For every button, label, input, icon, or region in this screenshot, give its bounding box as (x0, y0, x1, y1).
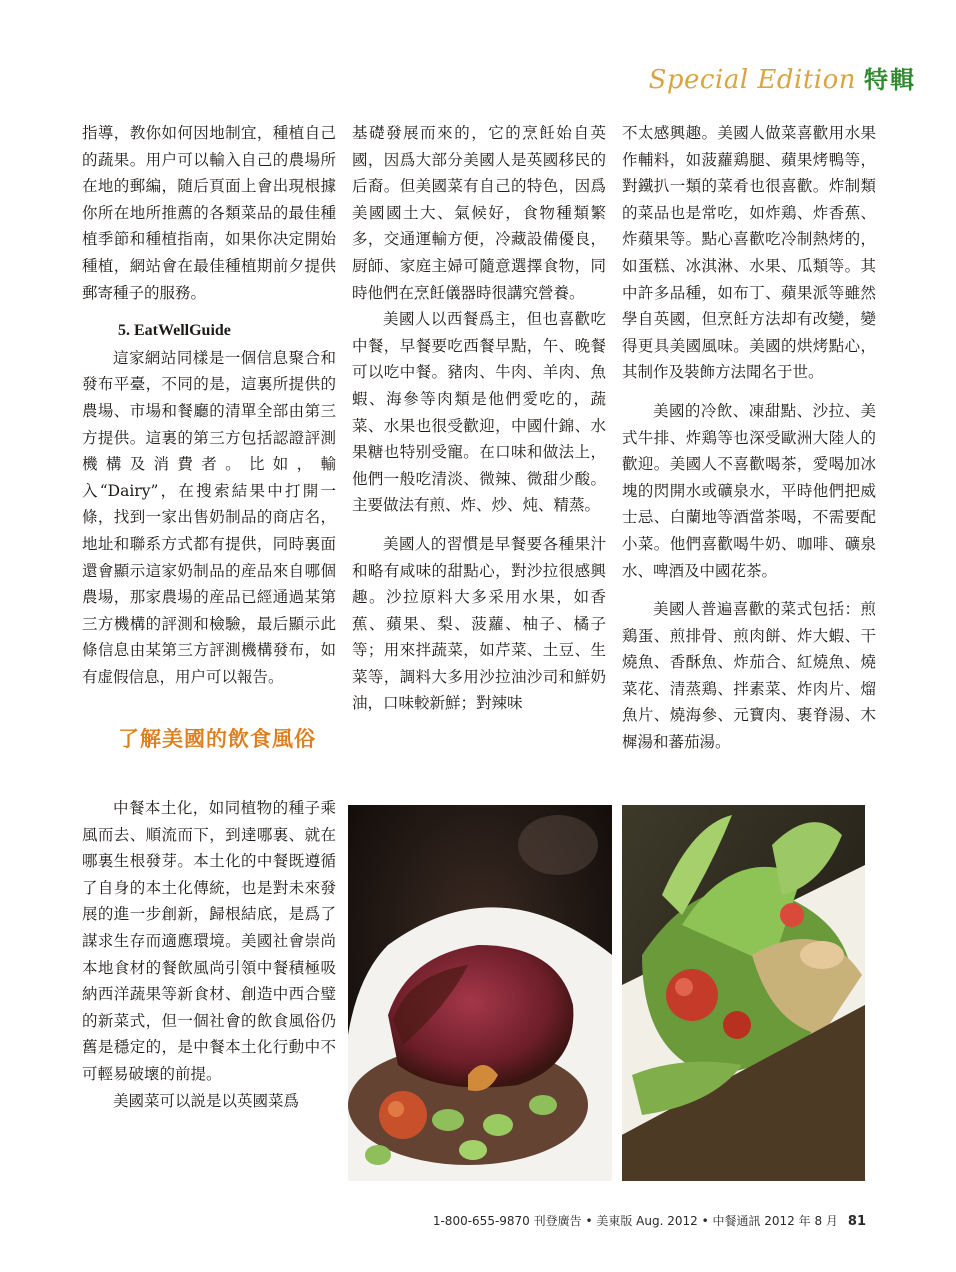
paragraph: 不太感興趣。美國人做菜喜歡用水果作輔料，如菠蘿鶏腿、蘋果烤鴨等，對鐵扒一類的菜肴也很喜歡。炸制類的菜品也是常吃，如炸鶏、炸香蕉、炸蘋果等。點心喜歡吃冷制熱烤的，如蛋糕、冰淇淋、水果、瓜類等。其中許多品種，如布丁、蘋果派等雖然學自英國，但烹飪方法却有改變，變得更具美國風味。美國的烘烤點心，其制作及裝飾方法聞名于世。 (622, 124, 876, 382)
paragraph: 美國人以西餐爲主，但也喜歡吃中餐，早餐要吃西餐早點，午、晚餐可以吃中餐。豬肉、牛肉、羊肉、魚蝦、海參等肉類是他們愛吃的，蔬菜、水果也很受歡迎，中國什錦、水果糖也特别受寵。在口味和做法上，他們一般吃清淡、微辣、微甜少酸。主要做法有煎、炸、炒、炖、精蒸。 (352, 310, 606, 515)
page-header (649, 60, 916, 100)
paragraph: 美國的冷飲、凍甜點、沙拉、美式牛排、炸鶏等也深受歐洲大陸人的歡迎。美國人不喜歡喝茶，愛喝加冰塊的閃開水或礦泉水，平時他們把威士忌、白蘭地等酒當茶喝，不需要配小菜。他們喜歡喝牛奶、咖啡、礦泉水、啤酒及中國花茶。 (622, 401, 876, 580)
section-heading: 了解美國的飲食風俗 (118, 727, 316, 752)
text-column-3 (622, 120, 876, 756)
paragraph: 指導，教你如何因地制宜，種植自己的蔬果。用户可以輸入自己的農場所在地的郵編，随后頁面上會出現根據你所在地所推薦的各類菜品的最佳種植季節和種植指南，如果你决定開始種植，網站會在最佳種植期前夕提供郵寄種子的服務。 (82, 124, 336, 302)
paragraph: 這家網站同樣是一個信息聚合和發布平臺，不同的是，這裏所提供的農場、市場和餐廳的清單全部由第三方提供。這裏的第三方包括認證評測機構及消費者。比如，輸入“Dairy”，在搜索結果中打開一條，找到一家出售奶制品的商店名，地址和聯系方式都有提供，同時裏面還會顯示這家奶制品的産品來自哪個農場，那家農場的産品已經通過某第三方機構的評測和檢驗，最后顯示此條信息由某第三方評測機構發布，如有虚假信息，用户可以報告。 (82, 348, 336, 686)
steak-dish-photo (348, 805, 612, 1181)
special-edition-title: Special Edition (648, 65, 856, 95)
special-edition-tag: 特輯 (864, 66, 916, 94)
sub-heading: 5. EatWellGuide (118, 322, 231, 340)
steak-dish-illustration (348, 805, 612, 1181)
page-footer (0, 1212, 866, 1229)
paragraph: 中餐本土化，如同植物的種子乘風而去、順流而下，到達哪裏、就在哪裏生根發芽。本土化的中餐既遵循了自身的本土化傳統，也是對未來發展的進一步創新，歸根結底，是爲了謀求生存而適應環境。美國社會崇尚本地食材的餐飲風尚引領中餐積極吸納西洋蔬果等新食材、創造中西合璧的新菜式，但一個社會的飲食風俗仍舊是穩定的，是中餐本土化行動中不可輕易破壞的前提。 (82, 799, 336, 1083)
text-column-2 (352, 120, 606, 717)
paragraph: 美國菜可以説是以英國菜爲 (113, 1091, 300, 1110)
page-number: 81 (847, 1214, 866, 1229)
paragraph: 基礎發展而來的，它的烹飪始自英國，因爲大部分美國人是英國移民的后裔。但美國菜有自己的特色，因爲美國國土大、氣候好，食物種類繁多，交通運輸方便，冷藏設備優良，厨師、家庭主婦可隨意選擇食物，同時他們在烹飪儀器時很講究營養。 (352, 124, 606, 302)
footer-text: 1-800-655-9870 刊登廣告 • 美東版 Aug. 2012 • 中餐通訊 2012 年 8 月 (432, 1214, 838, 1228)
paragraph: 美國人普遍喜歡的菜式包括：煎鶏蛋、煎排骨、煎肉餅、炸大蝦、干燒魚、香酥魚、炸茄合、紅燒魚、燒菜花、清蒸鶏、拌素菜、炸肉片、熘魚片、燒海參、元寶肉、裹脊湯、木樨湯和蕃茄湯。 (622, 600, 876, 752)
paragraph: 美國人的習慣是早餐要各種果汁和略有咸味的甜點心，對沙拉很感興趣。沙拉原料大多采用水果，如香蕉、蘋果、梨、菠蘿、柚子、橘子等；用來拌蔬菜，如芹菜、土豆、生菜等，調料大多用沙拉油沙司和鮮奶油，口味較新鮮；對辣味 (352, 534, 606, 713)
text-column-1 (82, 120, 336, 1114)
salad-dish-photo (622, 805, 865, 1181)
salad-dish-illustration (622, 805, 865, 1181)
